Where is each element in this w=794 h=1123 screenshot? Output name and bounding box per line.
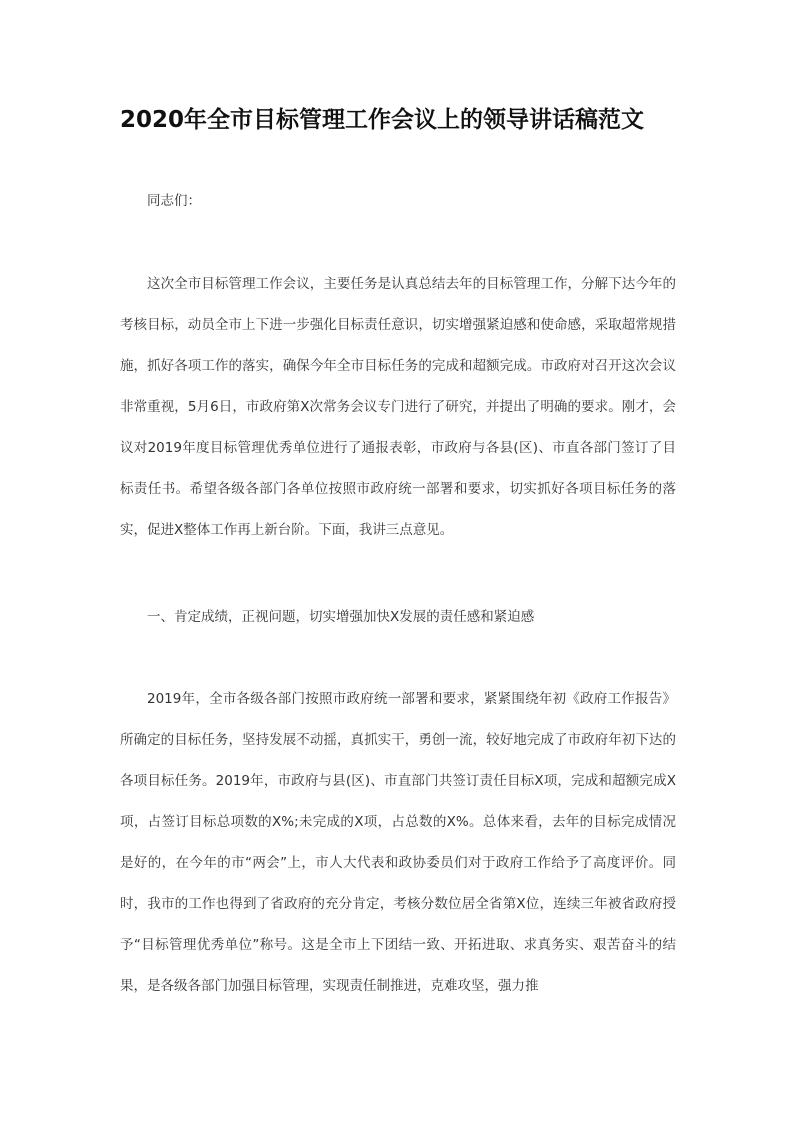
body-paragraph: 这次全市目标管理工作会议，主要任务是认真总结去年的目标管理工作，分解下达今年的考核目标，动员全市上下进一步强化目标责任意识，切实增强紧迫感和使命感，采取超常规措施，抓好各项工作的落实，确保今年全市目标任务的完成和超额完成。市政府对召开这次会议非常重视，5月6日，市政府第X次常务会议专门进行了研究，并提出了明确的要求。刚才，会议对2019年度目标管理优秀单位进行了通报表彰，市政府与各县(区)、市直各部门签订了目标责任书。希望各级各部门各单位按照市政府统一部署和要求，切实抓好各项目标任务的落实，促进X整体工作再上新台阶。下面，我讲三点意见。 <box>120 276 676 538</box>
body-paragraph: 2019年，全市各级各部门按照市政府统一部署和要求，紧紧围绕年初《政府工作报告》所确定的目标任务，坚持发展不动摇，真抓实干，勇创一流，较好地完成了市政府年初下达的各项目标任务。2019年，市政府与县(区)、市直部门共签订责任目标X项，完成和超额完成X项，占签订目标总项数的X%;未完成的X项，占总数的X%。总体来看，去年的目标完成情况是好的，在今年的市“两会”上，市人大代表和政协委员们对于政府工作给予了高度评价。同时，我市的工作也得到了省政府的充分肯定，考核分数位居全省第X位，连续三年被省政府授予“目标管理优秀单位”称号。这是全市上下团结一致、开拓进取、求真务实、艰苦奋斗的结果，是各级各部门加强目标管理，实现责任制推进，克难攻坚，强力推 <box>120 691 676 994</box>
section-heading: 一、肯定成绩，正视问题，切实增强加快X发展的责任感和紧迫感 <box>147 609 535 625</box>
document-title: 2020年全市目标管理工作会议上的领导讲话稿范文 <box>120 107 645 133</box>
greeting: 同志们： <box>147 193 201 209</box>
